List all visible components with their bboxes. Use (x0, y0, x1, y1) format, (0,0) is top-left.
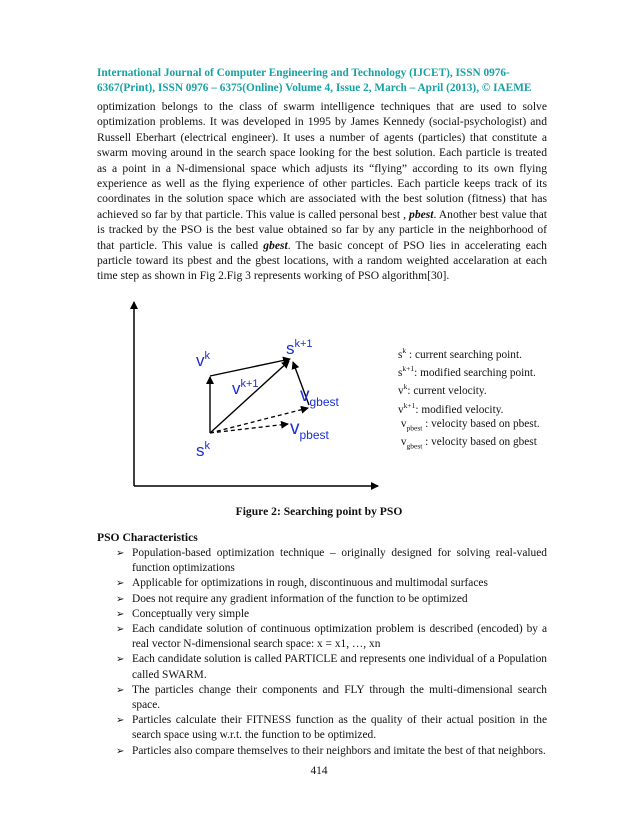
arrow-bullet-icon: ➢ (116, 578, 125, 590)
list-item: ➢ Applicable for optimizations in rough, discontinuous and multimodal surfaces (97, 576, 547, 591)
figure-legend (398, 344, 573, 454)
list-item: ➢ Population-based optimization technique – originally designed for solving real-valued function optimizations (116, 547, 547, 575)
arrow-bullet-icon: ➢ (116, 593, 125, 605)
list-item: ➢ Conceptually very simple (97, 607, 547, 622)
arrow-bullet-icon: ➢ (116, 715, 125, 727)
list-item: ➢ Particles calculate their FITNESS function as the quality of their actual position in the search space using w.r.t. the function to be optimized. (116, 714, 547, 742)
arrow-bullet-icon: ➢ (116, 745, 125, 757)
legend-item: $v^k$: current velocity. (398, 382, 487, 398)
body-paragraph (97, 99, 547, 284)
gbest-term: gbest (263, 238, 288, 252)
characteristics-list (97, 546, 547, 759)
pbest-term: pbest (409, 207, 434, 221)
header-line-1: International Journal of Computer Engineering and Technology (IJCET), ISSN 0976- (97, 67, 510, 79)
legend-item: $s^{k+1}$: modified searching point. (398, 364, 536, 379)
label-vgbest: $v_{gbest}$ (300, 385, 339, 409)
label-vk1: $v^{k+1}$ (232, 378, 259, 398)
vpbest-dashed-vector (210, 424, 288, 433)
label-vk: $v^k$ (196, 350, 210, 370)
label-vpbest: $v_{pbest}$ (290, 418, 329, 442)
list-item: ➢ Does not require any gradient information of the function to be optimized (97, 592, 547, 607)
paragraph-text-a: optimization belongs to the class of swarm intelligence techniques that are used to solve optimization problems. It was developed in 1995 by James Kennedy (social-psychologist) and Russell Eberhart (electrical engineer). It uses a number of agents (particles) that constitute a swarm moving around in the search space looking for the best solution. Each particle is treated as a point in a N-dimensional space which adjusts its “flying” according to its own flying experience as well as the flying experience of other particles. Each particle keeps track of its coordinates in the solution space which are associated with the best solution (fitness) that has achieved so far by that particle. This value is called personal best , (97, 100, 547, 221)
journal-header (97, 66, 547, 96)
list-item: ➢ Each candidate solution of continuous optimization problem is described (encoded) by a real vector N-dimensional search space: x = x1, …, xn (116, 623, 547, 651)
paragraph-text-b: . Another best value that is tracked by the PSO is the best value obtained so far by any particle in the neighborhood of that particle. This value is called (97, 207, 548, 252)
page-number: 414 (310, 765, 328, 777)
header-line-2: 6367(Print), ISSN 0976 – 6375(Online) Volume 4, Issue 2, March – April (2013), © IAEME (97, 82, 532, 94)
list-item: ➢ Particles also compare themselves to their neighbors and imitate the best of that neighbors. (97, 744, 547, 759)
arrow-bullet-icon: ➢ (116, 608, 125, 620)
section-title: PSO Characteristics (97, 531, 198, 544)
legend-item: $v_{gbest}$ : velocity based on gbest (400, 436, 537, 451)
figure-caption: Figure 2: Searching point by PSO (235, 505, 403, 518)
arrow-bullet-icon: ➢ (116, 624, 125, 636)
arrow-bullet-icon: ➢ (116, 548, 125, 559)
legend-item: $v_{pbest}$ : velocity based on pbest. (400, 417, 540, 432)
legend-item: $v^{k+1}$: modified velocity. (398, 400, 504, 416)
arrow-bullet-icon: ➢ (116, 654, 125, 666)
list-item: ➢ Each candidate solution is called PARTICLE and represents one individual of a Population called SWARM. (116, 653, 547, 681)
label-sk: $s^k$ (196, 440, 210, 460)
label-sk1: $s^{k+1}$ (286, 338, 313, 358)
paragraph-text-c: . The basic concept of PSO lies in accelerating each particle toward its pbest and the gbest locations, with a random weighted accelaration at each time step as shown in Fig 2.Fig 3 represents working of PSO algorithm[30]. (97, 238, 547, 283)
list-item: ➢ The particles change their components and FLY through the multi-dimensional search space. (116, 683, 547, 712)
legend-item: $s^k$ : current searching point. (398, 346, 522, 361)
vk1-vector (210, 361, 289, 433)
vk-to-sk1-vector (210, 359, 290, 376)
arrow-bullet-icon: ➢ (116, 684, 125, 696)
